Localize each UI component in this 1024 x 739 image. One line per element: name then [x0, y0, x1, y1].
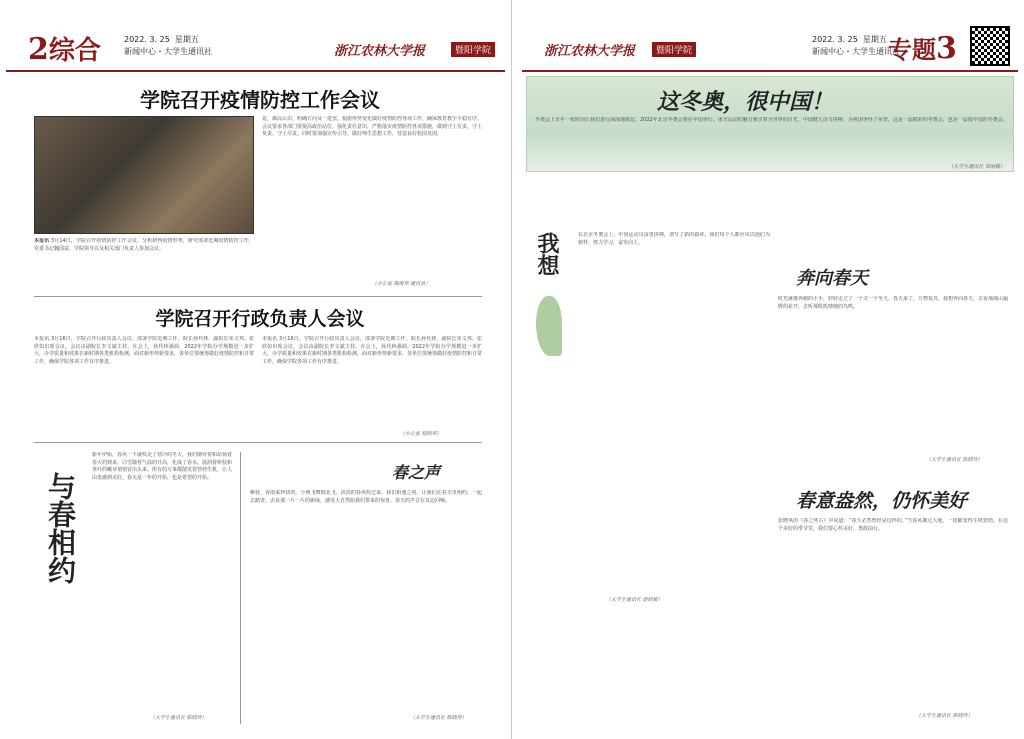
essay-title: 春之声	[392, 463, 441, 482]
byline: （办公室 陶俊华 通讯员）	[372, 281, 431, 287]
motto-badge: 暨阳学院	[652, 42, 696, 57]
byline: （大学生通讯社 郑丽媛）	[948, 164, 1005, 170]
article-body: 霓，都高认识，明确方向及一进罢。根据形势变化做好疫情防控各项工作，确保教育教学平稳有序。会议要求各部门要提高政治站位，强化责任意识，严格落实疫情防控各项措施，做到守土有责、守土负责、守土尽责。同时要加强宣传引导，做好师生思想工作，营造良好校园氛围。	[262, 116, 482, 138]
masthead: 浙江农林大学报	[544, 44, 636, 59]
byline: （大学生通讯社 陈晓玲）	[410, 715, 467, 721]
banner	[526, 76, 1014, 172]
page-number: 2综合	[28, 32, 101, 67]
banner-title: 这冬奥，很中国！	[657, 89, 834, 115]
essay-body: 柳枝，春雨来得快的。小燕飞舞到北飞。淡淡的春风吹过来，我们相遇之初。让我们在春天里相约，一起去踏青，去看那一片一片的新绿，感受大自然给我们带来的惊喜。春天的声音在耳边回响。	[250, 490, 482, 504]
banner-body: 冬奥会上百年一枚时间让我们进行深深地铭记，2022年北京冬奥会将在中国举行。冰雪运动的魅力吸引着全世界的目光，中国健儿奋力拼搏，为祖国争得了荣誉。这是一届精彩的冬奥会，也是一届很中国的冬奥会。	[535, 117, 1008, 123]
essay-body: 在北京冬奥会上，中国运动员奋勇拼搏，谱写了新的篇章。我们每个人都应该以他们为榜样，努力学习，奋发向上。	[578, 232, 770, 246]
right-page	[516, 0, 1024, 739]
page-number: 专题3	[888, 31, 957, 66]
article-body-cont: 本报讯 3月16日，学院召开行政负责人会议，部署学院近期工作。院长孙代林，副院长朱文邦、张欣如出席会议，会议由副院长李文斌主持。在会上，孙代林强调，2022年学院办学规模进一步扩大，办学质量和效果在新时期各类机构检测，面对新形势新要求，各单位要统筹做好疫情防控和日常工作，确保学院各项工作有序推进。	[262, 336, 482, 365]
byline: （大学生通讯社 陈晓玲）	[150, 715, 207, 721]
essay-body: 张晓风的《春之怀古》中说道：“春天必然曾经是这样的。”当春风拂过大地，一切都变得生机勃勃。在这个美好的季节里，我们要心怀美好，勇敢前行。	[778, 518, 1008, 532]
divider	[34, 296, 482, 297]
article-title: 学院召开行政负责人会议	[155, 308, 365, 330]
essay-title: 春意盎然，仍怀美好	[796, 490, 968, 512]
byline: （大学生通讯社 俞晓敏）	[606, 597, 663, 603]
left-header	[6, 22, 505, 72]
motto-badge: 暨阳学院	[451, 42, 495, 57]
right-header	[522, 22, 1018, 72]
divider	[34, 442, 482, 443]
masthead: 浙江农林大学报	[333, 44, 425, 59]
article-title: 学院召开疫情防控工作会议	[140, 88, 380, 112]
byline: （大学生通讯社 陈晓玲）	[916, 713, 973, 719]
article-body: 本报讯 3月16日，学院召开行政负责人会议，部署学院近期工作。院长孙代林，副院长朱文邦、张欣如出席会议，会议由副院长李文斌主持。在会上，孙代林强调，2022年学院办学规模进一步扩大，办学质量和效果在新时期各类机构检测，面对新形势新要求，各单位要统筹做好疫情防控和日常工作，确保学院各项工作有序推进。	[34, 336, 254, 365]
byline: （办公室 程晓华）	[400, 431, 442, 437]
photo-caption: 本报讯 3月14日，学院召开疫情防控工作会议，分析研判疫情形势，研究部署近期疫情防控工作，党委书记魏国富、学院领导以及相关部门负责人参加会议。	[34, 238, 254, 252]
qr-code-icon	[970, 26, 1010, 66]
issue-meta: 2022. 3. 25 星期五 新闻中心・大学生通讯社	[124, 35, 212, 56]
byline: （大学生通讯社 陈晓玲）	[926, 457, 983, 463]
essay-body: 时光就像奔跑的小手，轻轻走过了一个又一个冬天。春天来了，万物复苏，我想奔向春天，去看那漫山遍野的花开，去听那叽叽喳喳的鸟鸣。	[778, 296, 1008, 310]
essay-body: 新年伊始，春风一下就吹走了寒冷的冬天，我们期待着和昂扬着春天的到来。白雪随着气温的升高，化成了春水，滋润着树枝和草叶的嫩芽悄悄冒出头来。所有的万事都散发着勃勃生机，让人由衷感到美好。春天是一年的开始，也是希望的开始。	[92, 452, 232, 481]
essay-title: 奔向春天	[796, 268, 868, 289]
meeting-photo	[34, 116, 254, 234]
issue-meta: 2022. 3. 25 星期五 新闻中心・大学生通讯社	[812, 35, 900, 56]
plant-illustration	[536, 296, 562, 356]
side-title: 与春相约	[44, 472, 77, 584]
column-rule	[240, 452, 241, 724]
column-side-title: 我想	[534, 232, 560, 276]
